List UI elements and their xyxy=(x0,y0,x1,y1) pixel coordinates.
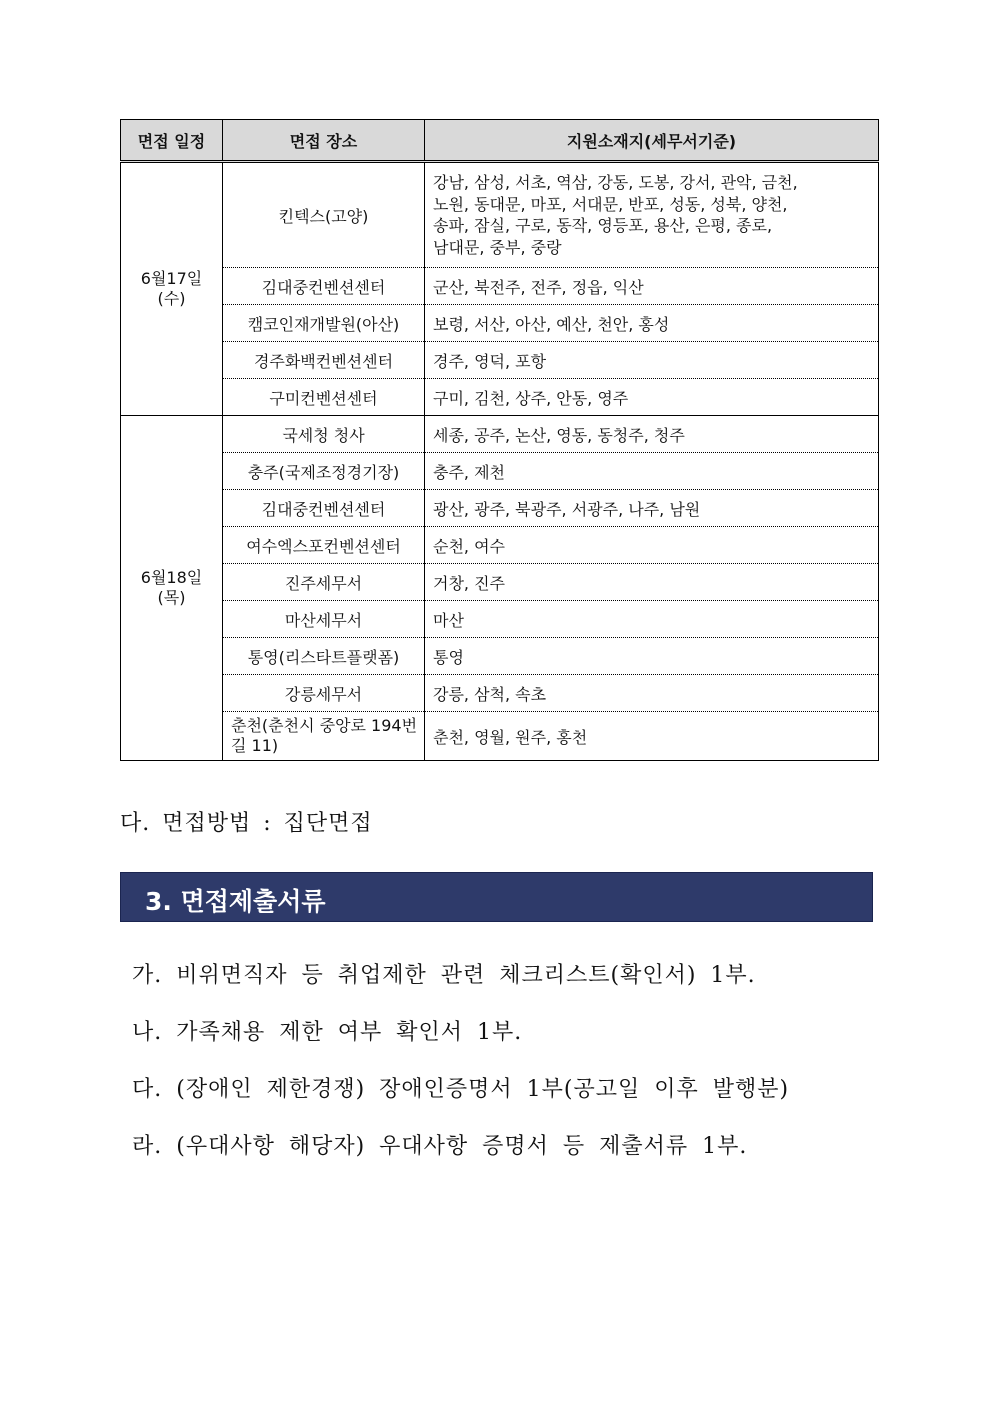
table-row xyxy=(121,712,879,761)
weekday-label: (목) xyxy=(157,588,186,607)
document-item: 가. 비위면직자 등 취업제한 관련 체크리스트(확인서) 1부. xyxy=(132,963,756,988)
place-cell: 구미컨벤션센터 xyxy=(223,379,425,416)
region-cell: 보령, 서산, 아산, 예산, 천안, 홍성 xyxy=(425,305,879,342)
region-cell: 순천, 여수 xyxy=(425,527,879,564)
region-cell: 경주, 영덕, 포항 xyxy=(425,342,879,379)
date-label: 6월18일 xyxy=(140,568,203,587)
document-item: 나. 가족채용 제한 여부 확인서 1부. xyxy=(132,1020,523,1045)
region-cell: 구미, 김천, 상주, 안동, 영주 xyxy=(425,379,879,416)
table-row xyxy=(121,162,879,268)
place-cell: 충주(국제조정경기장) xyxy=(223,453,425,490)
table-row xyxy=(121,601,879,638)
place-cell: 강릉세무서 xyxy=(223,675,425,712)
place-cell: 진주세무서 xyxy=(223,564,425,601)
region-line: 송파, 잠실, 구로, 동작, 영등포, 용산, 은평, 종로, xyxy=(433,216,773,235)
interview-method-text: 다. 면접방법 : 집단면접 xyxy=(120,811,373,836)
table-row xyxy=(121,268,879,305)
region-cell: 충주, 제천 xyxy=(425,453,879,490)
table-row xyxy=(121,675,879,712)
place-cell: 김대중컨벤션센터 xyxy=(223,490,425,527)
region-cell: 통영 xyxy=(425,638,879,675)
table-row xyxy=(121,638,879,675)
table-row xyxy=(121,453,879,490)
region-line: 노원, 동대문, 마포, 서대문, 반포, 성동, 성북, 양천, xyxy=(433,194,788,214)
region-cell: 거창, 진주 xyxy=(425,564,879,601)
header-place: 면접 장소 xyxy=(223,120,425,162)
header-region: 지원소재지(세무서기준) xyxy=(425,120,879,162)
table-header-row xyxy=(121,120,879,162)
weekday-label: (수) xyxy=(157,289,186,308)
table-row xyxy=(121,527,879,564)
place-cell: 마산세무서 xyxy=(223,601,425,638)
section-header-bar xyxy=(120,872,873,922)
date-cell xyxy=(121,416,223,761)
region-cell xyxy=(425,162,879,268)
region-cell: 광산, 광주, 북광주, 서광주, 나주, 남원 xyxy=(425,490,879,527)
place-cell: 국세청 청사 xyxy=(223,416,425,453)
region-cell: 마산 xyxy=(425,601,879,638)
table-row xyxy=(121,490,879,527)
table-row xyxy=(121,305,879,342)
place-cell: 여수엑스포컨벤션센터 xyxy=(223,527,425,564)
region-line: 강남, 삼성, 서초, 역삼, 강동, 도봉, 강서, 관악, 금천, xyxy=(433,173,798,192)
region-cell: 세종, 공주, 논산, 영동, 동청주, 청주 xyxy=(425,416,879,453)
place-cell: 춘천(춘천시 중앙로 194번길 11) xyxy=(223,712,425,761)
interview-schedule-table xyxy=(120,119,879,761)
table-row xyxy=(121,564,879,601)
date-cell xyxy=(121,162,223,416)
section-title: 3. 면접제출서류 xyxy=(145,887,326,916)
region-line: 남대문, 중부, 중랑 xyxy=(433,237,562,257)
region-cell: 춘천, 영월, 원주, 홍천 xyxy=(425,712,879,761)
region-cell: 강릉, 삼척, 속초 xyxy=(425,675,879,712)
table-row xyxy=(121,416,879,453)
table-row xyxy=(121,342,879,379)
header-date: 면접 일정 xyxy=(121,120,223,162)
region-cell: 군산, 북전주, 전주, 정읍, 익산 xyxy=(425,268,879,305)
document-item: 라. (우대사항 해당자) 우대사항 증명서 등 제출서류 1부. xyxy=(132,1134,748,1159)
place-cell: 통영(리스타트플랫폼) xyxy=(223,638,425,675)
table-row xyxy=(121,379,879,416)
place-cell: 경주화백컨벤션센터 xyxy=(223,342,425,379)
place-cell: 킨텍스(고양) xyxy=(223,162,425,268)
document-item: 다. (장애인 제한경쟁) 장애인증명서 1부(공고일 이후 발행분) xyxy=(132,1077,790,1102)
date-label: 6월17일 xyxy=(140,269,203,288)
place-cell: 캠코인재개발원(아산) xyxy=(223,305,425,342)
place-cell: 김대중컨벤션센터 xyxy=(223,268,425,305)
